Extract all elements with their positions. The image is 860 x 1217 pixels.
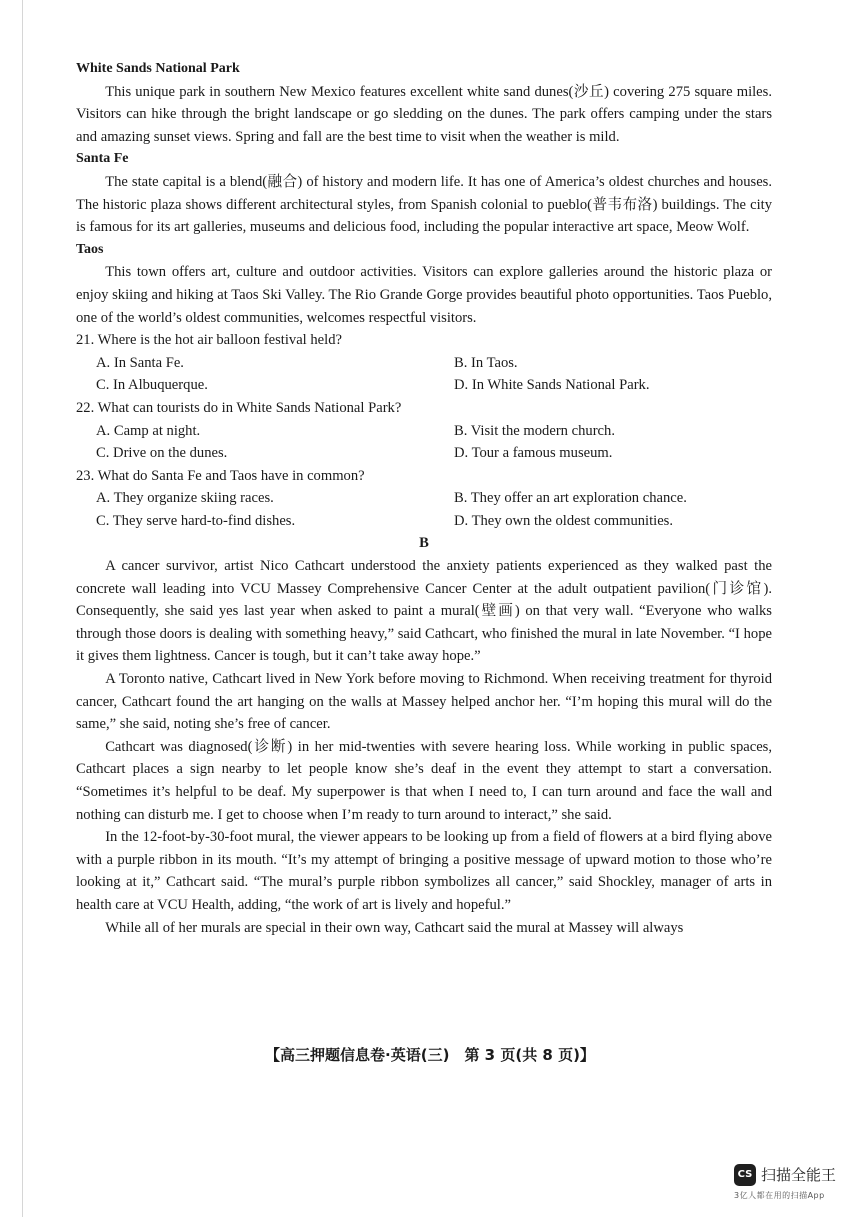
option-23-d: D. They own the oldest communities.	[454, 512, 674, 529]
option-23-b: B. They offer an art exploration chance.	[454, 490, 687, 507]
passage-b-paragraph-3: Cathcart was diagnosed(诊断) in her mid-twenties with severe hearing loss. While working in public spaces, Cathcart places a sign nearby to let people know she’s deaf in the event they attempt to start a conversation. “Sometimes it’s helpful to be deaf. My superpower is that when I need to, I can turn around and face the wall and nothing can disturb me. I get to choose when I’m ready to turn around to interact,” she said.	[76, 738, 772, 823]
watermark-subtitle: 3亿人都在用的扫描App	[734, 1191, 825, 1200]
paragraph-taos: This town offers art, culture and outdoor activities. Visitors can explore galleries around the historic plaza or enjoy skiing and hiking at Taos Ski Valley. The Rio Grande Gorge provides beautiful photo opportunities. Taos Pueblo, one of the world’s oldest communities, welcomes respectful visitors.	[76, 264, 772, 326]
option-23-a: A. They organize skiing races.	[96, 490, 274, 507]
section-heading-santa-fe: Santa Fe	[76, 151, 129, 167]
options-23	[76, 487, 772, 532]
options-21	[76, 352, 772, 397]
option-22-d: D. Tour a famous museum.	[454, 445, 613, 462]
section-heading-white-sands: White Sands National Park	[76, 61, 240, 76]
passage-b-paragraph-1: A cancer survivor, artist Nico Cathcart understood the anxiety patients experienced as they walked past the concrete wall leading into VCU Massey Comprehensive Cancer Center at the adult outpatient pavilion(门诊馆). Consequently, she said yes last year when asked to paint a mural(壁画) on that very wall. “Everyone who walks through those doors is dealing with something heavy,” said Cathcart, who finished the mural in late November. “I hope it gives them lightness. Cancer is tough, but it can’t take away hope.”	[76, 558, 772, 665]
page-footer: 【高三押题信息卷·英语(三) 第 3 页(共 8 页)】	[265, 1046, 595, 1064]
paragraph-santa-fe: The state capital is a blend(融合) of history and modern life. It has one of America’s oldest churches and houses. The historic plaza shows different architectural styles, from Spanish colonial to pueblo(普韦布洛) buildings. The city is famous for its art galleries, museums and delicious food, including the popular interactive art space, Meow Wolf.	[76, 173, 772, 236]
document-body	[76, 58, 772, 939]
option-21-c: C. In Albuquerque.	[96, 377, 208, 394]
camscanner-logo-icon: CS	[734, 1164, 756, 1186]
question-23: 23. What do Santa Fe and Taos have in common?	[76, 467, 365, 484]
option-23-c: C. They serve hard-to-find dishes.	[96, 512, 296, 529]
option-21-b: B. In Taos.	[454, 354, 518, 371]
option-21-a: A. In Santa Fe.	[96, 354, 184, 371]
option-22-a: A. Camp at night.	[96, 422, 201, 439]
passage-b-paragraph-4: In the 12-foot-by-30-foot mural, the viewer appears to be looking up from a field of flowers at a bird flying above with a purple ribbon in its mouth. “It’s my attempt of bringing a positive message of upward motion to those who’re looking at it,” Cathcart said. “The mural’s purple ribbon symbolizes all cancer,” said Shockley, manager of arts in health care at VCU Health, adding, “the work of art is lively and hopeful.”	[76, 829, 772, 913]
option-21-d: D. In White Sands National Park.	[454, 377, 650, 394]
paragraph-white-sands: This unique park in southern New Mexico features excellent white sand dunes(沙丘) covering 275 square miles. Visitors can hike through the bright landscape or go sledding on the dunes. The park offers camping under the stars and amazing sunset views. Spring and fall are the best time to visit when the weather is mild.	[76, 83, 772, 145]
options-22	[76, 420, 772, 465]
scanner-watermark	[734, 1164, 844, 1208]
section-b-label: B	[419, 535, 429, 552]
section-heading-taos: Taos	[76, 241, 104, 257]
option-22-b: B. Visit the modern church.	[454, 422, 615, 439]
question-22: 22. What can tourists do in White Sands National Park?	[76, 399, 402, 416]
passage-b-paragraph-2: A Toronto native, Cathcart lived in New York before moving to Richmond. When receiving treatment for thyroid cancer, Cathcart found the art hanging on the walls at Massey helped anchor her. “I’m hoping this mural will do the same,” she said, noting she’s free of cancer.	[76, 671, 772, 733]
page-edge-line	[22, 0, 23, 1217]
passage-b-paragraph-5: While all of her murals are special in their own way, Cathcart said the mural at Massey will always	[105, 919, 684, 936]
option-22-c: C. Drive on the dunes.	[96, 445, 228, 462]
watermark-title: 扫描全能王	[761, 1166, 837, 1184]
question-21: 21. Where is the hot air balloon festival held?	[76, 332, 342, 349]
